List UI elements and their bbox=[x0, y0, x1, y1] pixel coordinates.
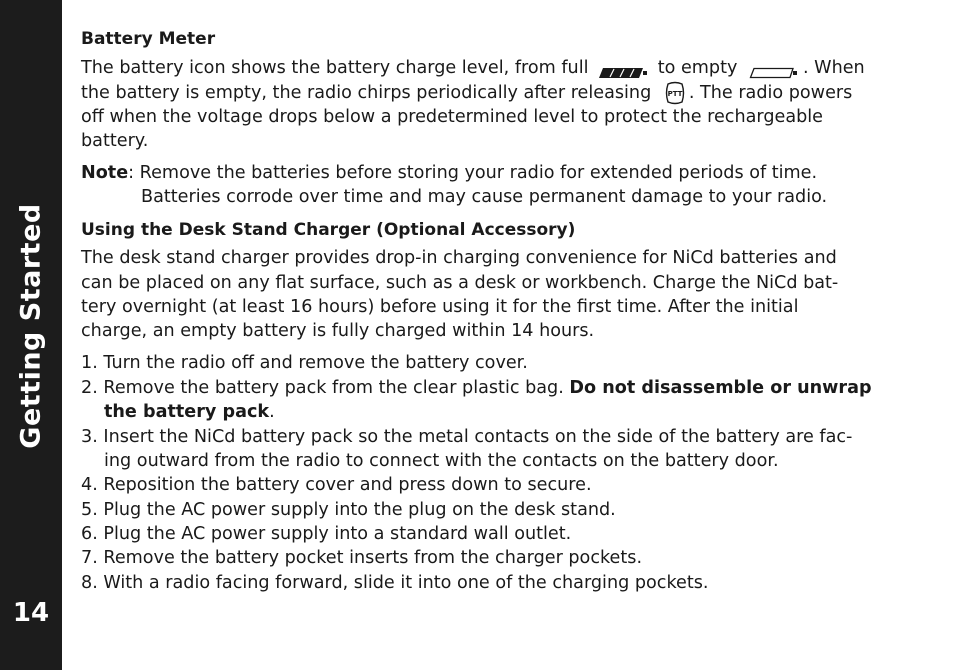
battery-meter-line-3: off when the voltage drops below a predetermined level to protect the rechargeable bbox=[81, 107, 823, 127]
section-sidebar bbox=[0, 0, 62, 670]
step-2 bbox=[81, 376, 872, 401]
step-3-continued: ing outward from the radio to connect with the contacts on the battery door. bbox=[104, 451, 779, 471]
desk-stand-para-line: charge, an empty battery is fully charged within 14 hours. bbox=[81, 321, 595, 341]
battery-meter-text-2a: the battery is empty, the radio chirps periodically after releasing bbox=[81, 83, 652, 103]
battery-empty-icon bbox=[749, 62, 799, 74]
battery-meter-text-1b: to empty bbox=[657, 58, 738, 78]
battery-meter-line-1 bbox=[81, 56, 865, 81]
svg-text:PTT: PTT bbox=[667, 90, 683, 98]
note-line-1 bbox=[81, 161, 817, 186]
step-8: 8. With a radio facing forward, slide it into one of the charging pockets. bbox=[81, 573, 709, 593]
step-6: 6. Plug the AC power supply into a standard wall outlet. bbox=[81, 524, 572, 544]
desk-stand-para-line: tery overnight (at least 16 hours) before using it for the first time. After the initial bbox=[81, 297, 799, 317]
note-text-1: : Remove the batteries before storing your radio for extended periods of time. bbox=[128, 163, 818, 183]
desk-stand-para-line: The desk stand charger provides drop-in charging convenience for NiCd batteries and bbox=[81, 248, 837, 268]
ptt-button-icon bbox=[663, 81, 687, 105]
step-1: 1. Turn the radio off and remove the battery cover. bbox=[81, 353, 528, 373]
desk-stand-heading: Using the Desk Stand Charger (Optional Accessory) bbox=[81, 220, 576, 240]
step-2-period: . bbox=[269, 402, 275, 422]
battery-meter-text-1a: The battery icon shows the battery charge level, from full bbox=[81, 58, 589, 78]
step-4: 4. Reposition the battery cover and press down to secure. bbox=[81, 475, 592, 495]
battery-meter-line-4: battery. bbox=[81, 131, 149, 151]
note-label: Note bbox=[81, 163, 129, 183]
step-3: 3. Insert the NiCd battery pack so the metal contacts on the side of the battery are fac- bbox=[81, 427, 853, 447]
battery-meter-heading: Battery Meter bbox=[81, 29, 216, 49]
battery-full-icon bbox=[598, 62, 648, 74]
step-5: 5. Plug the AC power supply into the plug on the desk stand. bbox=[81, 500, 616, 520]
section-title: Getting Started bbox=[15, 203, 47, 449]
desk-stand-para-line: can be placed on any flat surface, such as a desk or workbench. Charge the NiCd bat- bbox=[81, 273, 839, 293]
step-2-text: 2. Remove the battery pack from the clear plastic bag. bbox=[81, 378, 564, 398]
note-line-2: Batteries corrode over time and may cause permanent damage to your radio. bbox=[141, 187, 828, 207]
step-2-warning: Do not disassemble or unwrap bbox=[569, 378, 872, 398]
battery-meter-line-2 bbox=[81, 81, 852, 106]
step-2-warning-cont: the battery pack bbox=[104, 402, 270, 422]
page-number: 14 bbox=[12, 598, 50, 628]
battery-meter-text-1c: . When bbox=[802, 58, 865, 78]
step-2-continued bbox=[104, 400, 275, 425]
step-7: 7. Remove the battery pocket inserts from the charger pockets. bbox=[81, 548, 643, 568]
battery-meter-text-2b: . The radio powers bbox=[688, 83, 853, 103]
